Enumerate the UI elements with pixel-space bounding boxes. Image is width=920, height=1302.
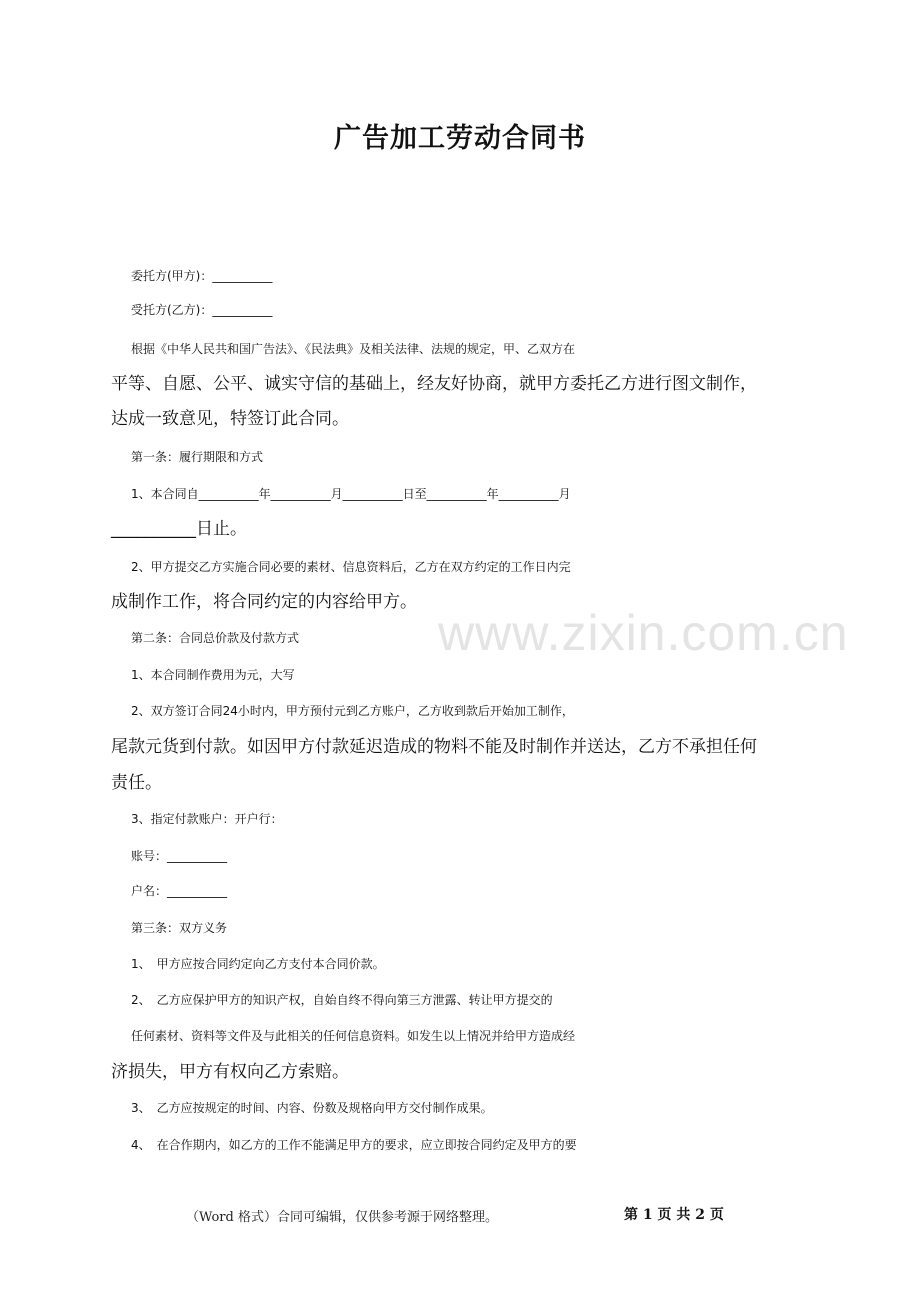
paragraph-line: 3、 乙方应按规定的时间、内容、份数及规格向甲方交付制作成果。 bbox=[131, 1101, 493, 1115]
paragraph-line: 2、 乙方应保护甲方的知识产权，自始自终不得向第三方泄露、转让甲方提交的 bbox=[131, 993, 553, 1007]
party-a-line: 委托方(甲方)：__________ bbox=[131, 269, 273, 283]
account-number-line: 账号：__________ bbox=[131, 849, 228, 863]
paragraph-line: 平等、自愿、公平、诚实守信的基础上，经友好协商，就甲方委托乙方进行图文制作， bbox=[111, 374, 757, 394]
paragraph-line: __________日止。 bbox=[111, 519, 247, 539]
section-heading: 第三条：双方义务 bbox=[131, 921, 228, 935]
paragraph-line: 1、本合同自__________年__________月__________日至__________年__________月 bbox=[131, 487, 571, 501]
account-name-line: 户名：__________ bbox=[131, 884, 228, 898]
party-b-line: 受托方(乙方)：__________ bbox=[131, 303, 273, 317]
page-number: 第 1 页 共 2 页 bbox=[624, 1207, 724, 1223]
paragraph-line: 1、本合同制作费用为元，大写 bbox=[131, 668, 295, 682]
paragraph-line: 1、 甲方应按合同约定向乙方支付本合同价款。 bbox=[131, 957, 385, 971]
paragraph-line: 2、甲方提交乙方实施合同必要的素材、信息资料后，乙方在双方约定的工作日内完 bbox=[131, 560, 571, 574]
paragraph-line: 2、双方签订合同24小时内，甲方预付元到乙方账户，乙方收到款后开始加工制作， bbox=[131, 704, 574, 718]
paragraph-line: 成制作工作，将合同约定的内容给甲方。 bbox=[111, 592, 417, 612]
paragraph-line: 任何素材、资料等文件及与此相关的任何信息资料。如发生以上情况并给甲方造成经 bbox=[131, 1029, 576, 1043]
paragraph-line: 根据《中华人民共和国广告法》、《民法典》及相关法律、法规的规定，甲、乙双方在 bbox=[131, 342, 576, 356]
paragraph-line: 3、指定付款账户：开户行： bbox=[131, 812, 283, 826]
section-heading: 第一条：履行期限和方式 bbox=[131, 450, 264, 464]
paragraph-line: 尾款元货到付款。如因甲方付款延迟造成的物料不能及时制作并送达，乙方不承担任何 bbox=[111, 737, 757, 757]
document-title: 广告加工劳动合同书 bbox=[334, 123, 586, 154]
footer-note: （Word 格式）合同可编辑，仅供参考源于网络整理。 bbox=[186, 1210, 498, 1225]
paragraph-line: 责任。 bbox=[111, 773, 162, 793]
watermark: www.zixin.com.cn bbox=[438, 605, 849, 661]
section-heading: 第二条：合同总价款及付款方式 bbox=[131, 631, 300, 645]
paragraph-line: 4、 在合作期内，如乙方的工作不能满足甲方的要求，应立即按合同约定及甲方的要 bbox=[131, 1138, 577, 1152]
paragraph-line: 济损失，甲方有权向乙方索赔。 bbox=[111, 1062, 349, 1082]
paragraph-line: 达成一致意见，特签订此合同。 bbox=[111, 409, 349, 429]
